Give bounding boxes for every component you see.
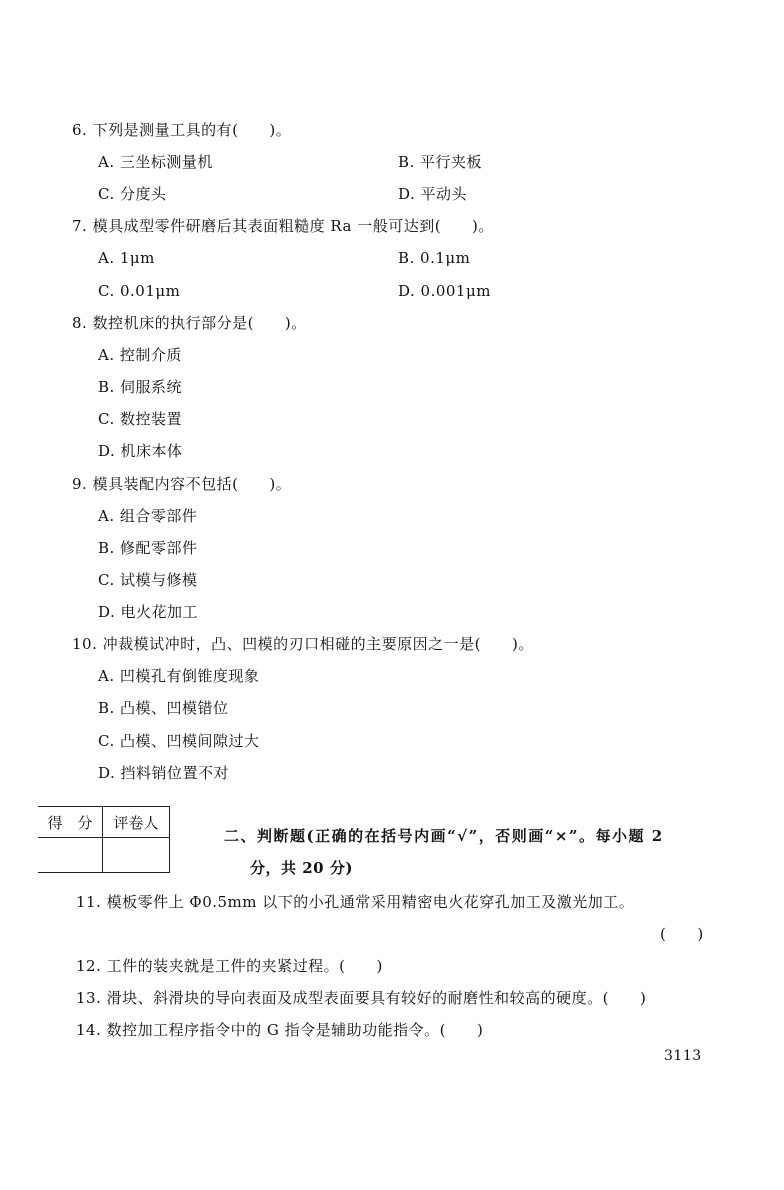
question-13-stem: 13. 滑块、斜滑块的导向表面及成型表面要具有较好的耐磨性和较高的硬度。( ): [76, 989, 647, 1007]
question-8-option-c: C. 数控装置: [98, 410, 182, 428]
question-11-stem: 11. 模板零件上 Φ0.5mm 以下的小孔通常采用精密电火花穿孔加工及激光加工。: [76, 893, 635, 911]
question-7-option-b: B. 0.1μm: [398, 249, 471, 267]
score-table: [38, 806, 170, 873]
question-12-stem: 12. 工件的装夹就是工件的夹紧过程。( ): [76, 957, 383, 975]
question-8-option-b: B. 伺服系统: [98, 378, 183, 396]
question-9-option-a: A. 组合零部件: [98, 507, 198, 525]
question-10-option-d: D. 挡料销位置不对: [98, 764, 230, 782]
question-7-stem: 7. 模具成型零件研磨后其表面粗糙度 Ra 一般可达到( )。: [72, 217, 494, 235]
question-6-option-a: A. 三坐标测量机: [98, 153, 213, 171]
question-6-option-c: C. 分度头: [98, 185, 167, 203]
score-cell[interactable]: [38, 838, 103, 873]
question-8-stem: 8. 数控机床的执行部分是( )。: [72, 314, 307, 332]
question-10-stem: 10. 冲裁模试冲时，凸、凹模的刃口相碰的主要原因之一是( )。: [72, 635, 534, 653]
question-10-option-a: A. 凹模孔有倒锥度现象: [98, 667, 260, 685]
section-2-title-line-1: 二、判断题(正确的在括号内画“√”，否则画“×”。每小题 2: [224, 827, 664, 845]
question-9-option-b: B. 修配零部件: [98, 539, 198, 557]
grader-cell[interactable]: [103, 838, 170, 873]
question-9-option-d: D. 电火花加工: [98, 603, 199, 621]
page-number: 3113: [664, 1048, 702, 1064]
question-8-option-d: D. 机床本体: [98, 442, 183, 460]
question-10-option-c: C. 凸模、凹模间隙过大: [98, 732, 260, 750]
grader-label: 评卷人: [103, 807, 170, 838]
question-10-option-b: B. 凸模、凹模错位: [98, 699, 229, 717]
question-7-option-a: A. 1μm: [98, 249, 155, 267]
question-6-option-d: D. 平动头: [398, 185, 468, 203]
question-11-answer-paren[interactable]: ( ): [660, 925, 704, 943]
question-7-option-d: D. 0.001μm: [398, 282, 491, 300]
question-6-option-b: B. 平行夹板: [398, 153, 483, 171]
question-6-stem: 6. 下列是测量工具的有( )。: [72, 121, 292, 139]
question-7-option-c: C. 0.01μm: [98, 282, 181, 300]
question-9-option-c: C. 试模与修模: [98, 571, 198, 589]
question-9-stem: 9. 模具装配内容不包括( )。: [72, 475, 292, 493]
question-14-stem: 14. 数控加工程序指令中的 G 指令是辅助功能指令。( ): [76, 1021, 484, 1039]
question-8-option-a: A. 控制介质: [98, 346, 182, 364]
section-2-title-line-2: 分，共 20 分): [250, 859, 353, 877]
score-label: 得 分: [38, 807, 103, 838]
